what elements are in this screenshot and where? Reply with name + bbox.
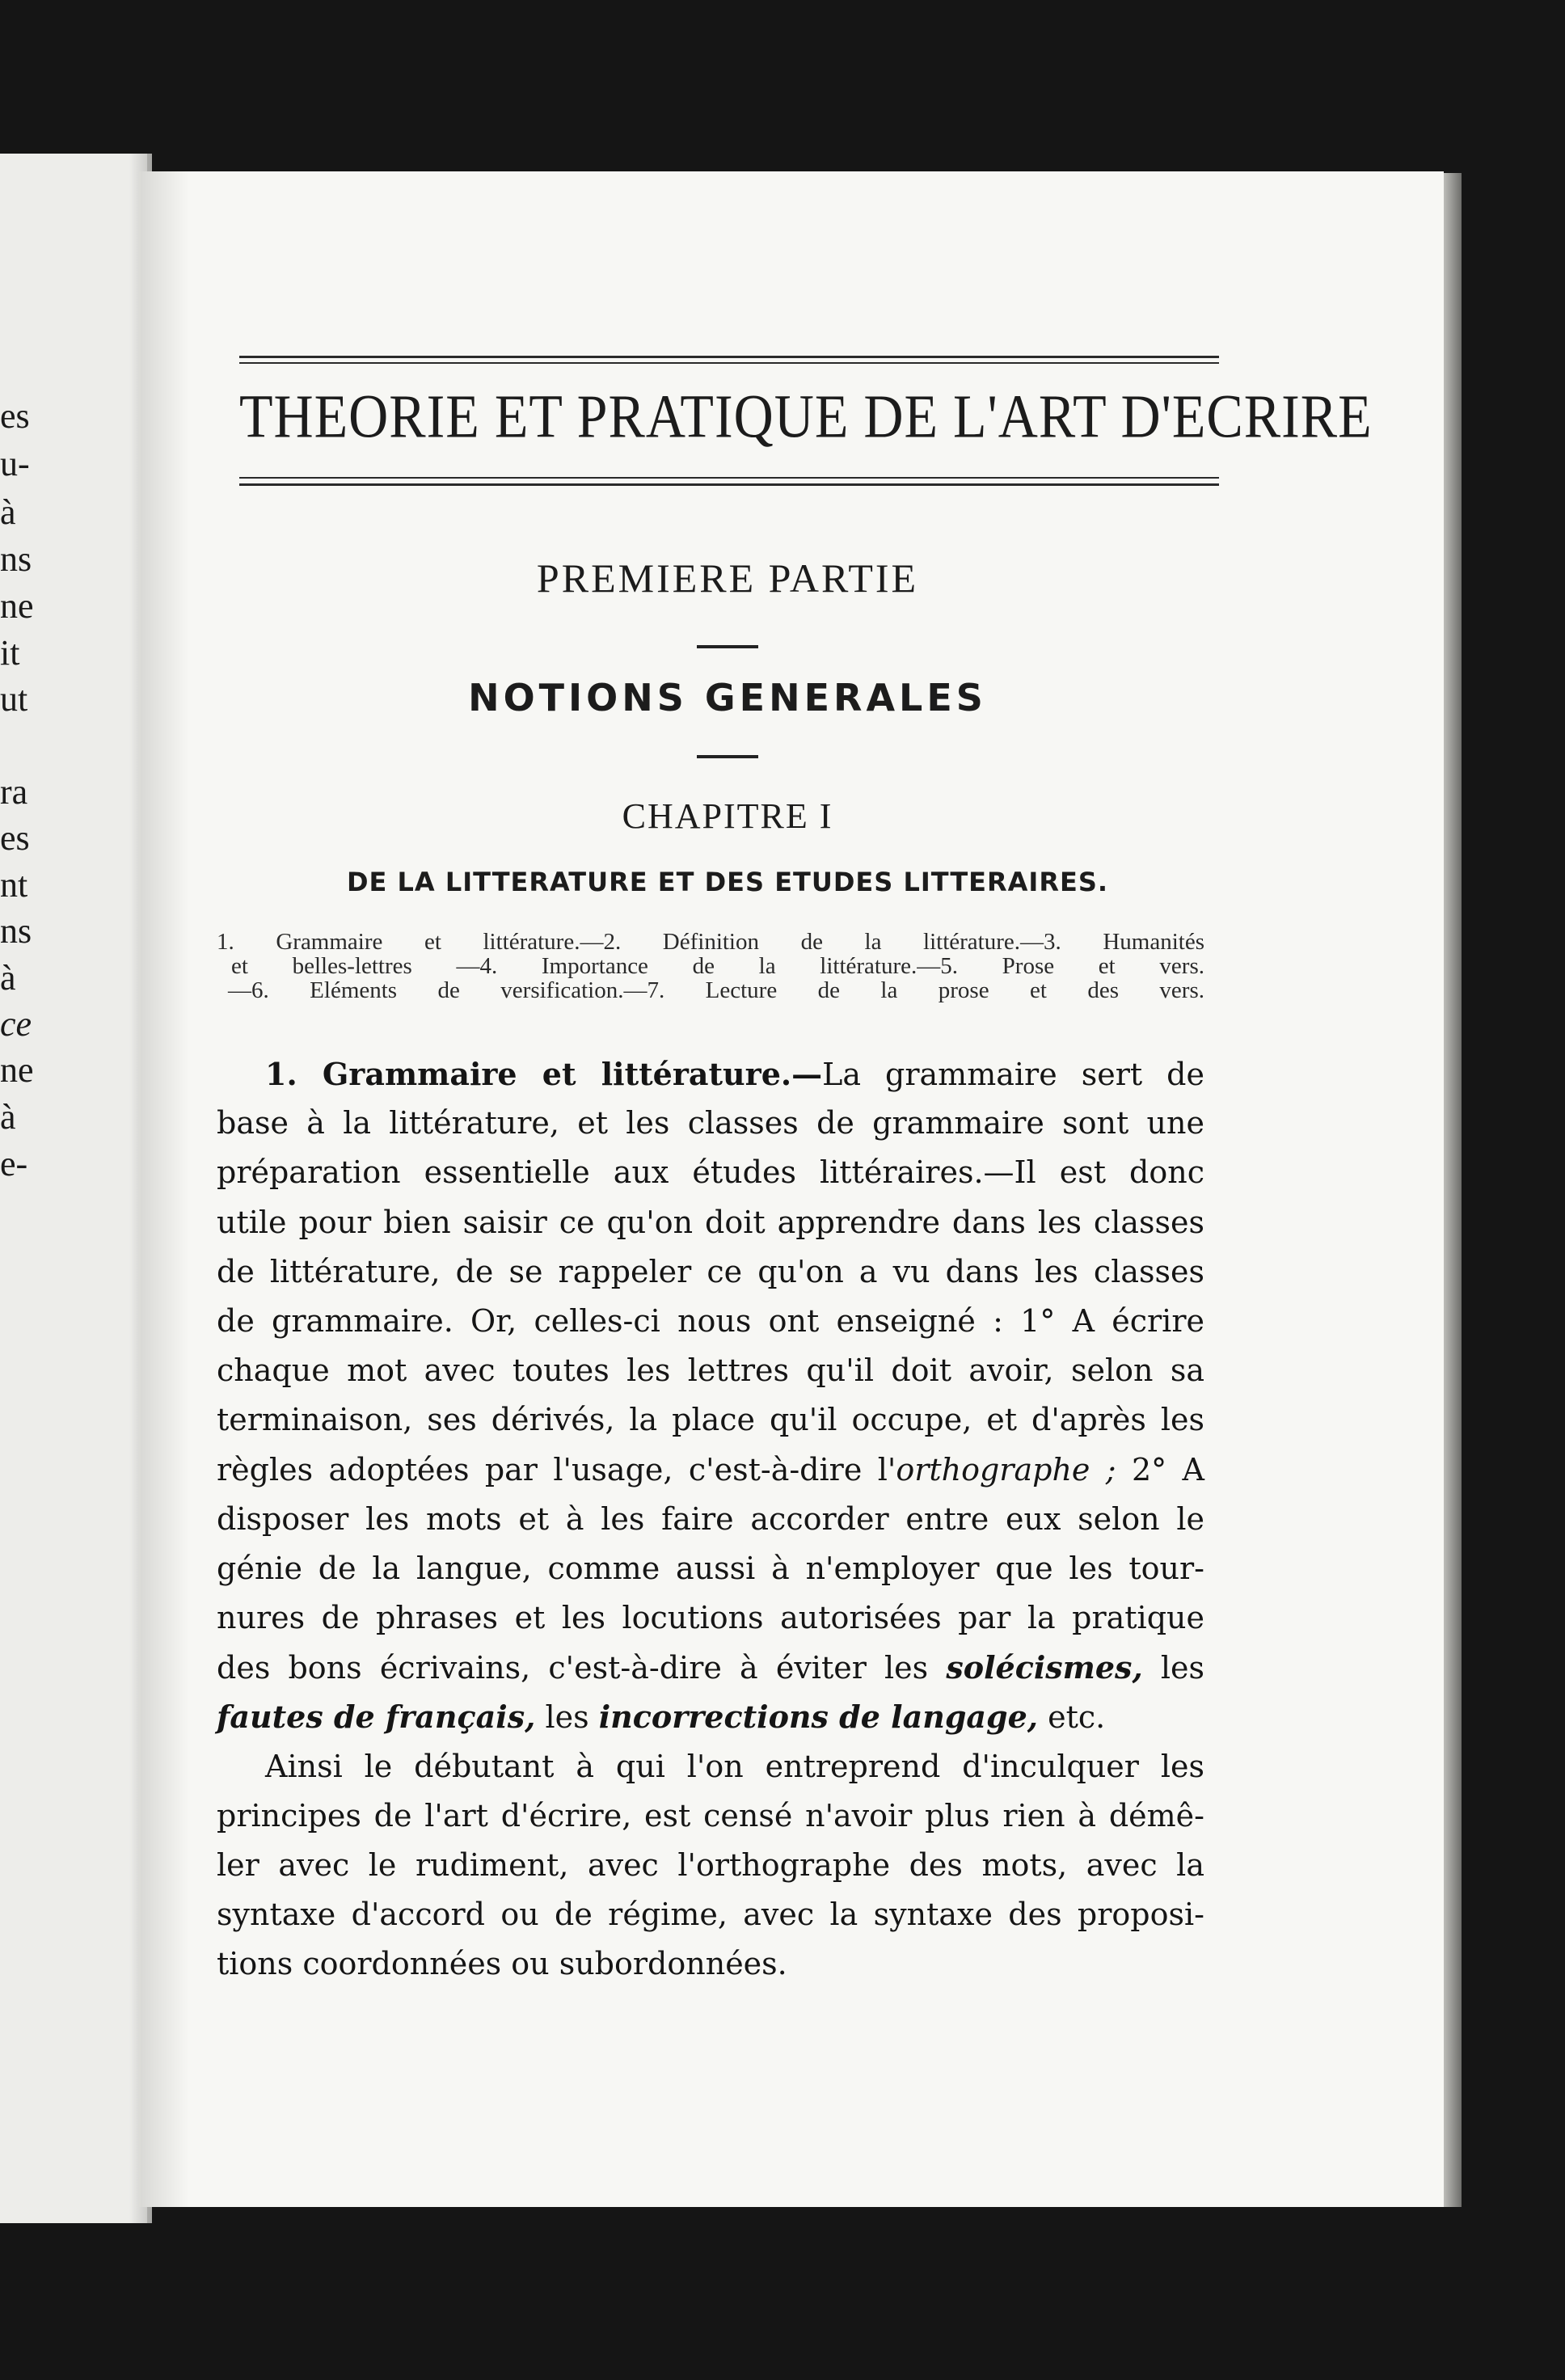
emphasis-term: fautes de français, xyxy=(217,1698,536,1736)
title-bottom-rule xyxy=(239,483,1219,486)
left-page-fragment: ne xyxy=(0,1050,34,1090)
text-line: règles adoptées par l'usage, c'est-à-dire l'orthographe ; 2° A xyxy=(217,1451,1204,1488)
summary-line: —6. Eléments de versification.—7. Lecture de la prose et des vers. xyxy=(228,977,1204,1003)
section-title: NOTIONS GENERALES xyxy=(468,676,987,719)
left-page-fragment: es xyxy=(0,818,30,858)
emphasis-term: orthographe ; xyxy=(896,1451,1116,1488)
left-page-fragment: u- xyxy=(0,444,30,483)
title-top-rule xyxy=(239,356,1219,358)
book-title: THEORIE ET PRATIQUE DE L'ART D'ECRIRE xyxy=(239,382,1373,451)
emphasis-term: solécismes, xyxy=(946,1649,1143,1686)
text-line: terminaison, ses dérivés, la place qu'il occupe, et d'après les xyxy=(217,1402,1204,1438)
text-line: de grammaire. Or, celles-ci nous ont enseigné : 1° A écrire xyxy=(217,1302,1204,1339)
divider-rule xyxy=(697,645,758,648)
text-line: utile pour bien saisir ce qu'on doit apprendre dans les classes xyxy=(217,1204,1204,1240)
left-page-fragment: es xyxy=(0,396,30,436)
left-page-fragment: à xyxy=(0,492,16,532)
left-page-fragment: ut xyxy=(0,679,28,719)
text-line: principes de l'art d'écrire, est censé n'avoir plus rien à démê- xyxy=(217,1797,1204,1834)
left-page-fragment: à xyxy=(0,1097,16,1137)
left-page-fragment: ns xyxy=(0,539,32,579)
chapter-title: DE LA LITTERATURE ET DES ETUDES LITTERAIRES. xyxy=(346,867,1109,897)
text-line: disposer les mots et à les faire accorder entre eux selon le xyxy=(217,1500,1204,1537)
emphasis-term: incorrections de langage, xyxy=(598,1698,1039,1736)
left-page-fragment: e- xyxy=(0,1144,28,1184)
text-line: 1. Grammaire et littérature.—La grammaire sert de xyxy=(265,1056,1204,1092)
summary-line: et belles-lettres —4. Importance de la littérature.—5. Prose et vers. xyxy=(231,953,1204,979)
left-page-fragment: ra xyxy=(0,772,28,812)
text-line: tions coordonnées ou subordonnées. xyxy=(217,1946,787,1982)
text-line: préparation essentielle aux études littéraires.—Il est donc xyxy=(217,1154,1204,1191)
left-page-fragment: ns xyxy=(0,911,32,951)
text-line: Ainsi le débutant à qui l'on entreprend d'inculquer les xyxy=(265,1748,1204,1784)
part-title: PREMIERE PARTIE xyxy=(536,555,919,601)
left-page-fragment: ce xyxy=(0,1004,32,1044)
left-page-fragment: nt xyxy=(0,865,28,905)
body-text xyxy=(217,1049,1204,1990)
text-line: de littérature, de se rappeler ce qu'on a vu dans les classes xyxy=(217,1253,1204,1289)
text-line: syntaxe d'accord ou de régime, avec la syntaxe des proposi- xyxy=(217,1897,1204,1933)
left-page-fragment: ne xyxy=(0,586,34,626)
left-page-fragment: à xyxy=(0,958,16,998)
page-edge xyxy=(1444,173,1462,2207)
chapter-summary xyxy=(217,930,1204,1002)
paragraph-heading: 1. Grammaire et littérature.— xyxy=(265,1056,823,1092)
left-page-fragment: it xyxy=(0,633,20,673)
text-line: nures de phrases et les locutions autorisées par la pratique xyxy=(217,1600,1204,1636)
text-line: base à la littérature, et les classes de grammaire sont une xyxy=(217,1105,1204,1141)
text-line: des bons écrivains, c'est-à-dire à éviter les solécismes, les xyxy=(217,1649,1204,1686)
text-line: génie de la langue, comme aussi à n'employer que les tour- xyxy=(217,1550,1204,1586)
title-bottom-rule-inner xyxy=(239,477,1219,479)
text-line: fautes de français, les incorrections de langage, etc. xyxy=(217,1698,1106,1736)
text-line: ler avec le rudiment, avec l'orthographe des mots, avec la xyxy=(217,1847,1204,1883)
title-top-rule-inner xyxy=(239,362,1219,364)
summary-line: 1. Grammaire et littérature.—2. Définition de la littérature.—3. Humanités xyxy=(217,929,1204,955)
text-line: chaque mot avec toutes les lettres qu'il doit avoir, selon sa xyxy=(217,1352,1204,1389)
divider-rule xyxy=(697,755,758,758)
chapter-number: CHAPITRE I xyxy=(622,796,833,836)
